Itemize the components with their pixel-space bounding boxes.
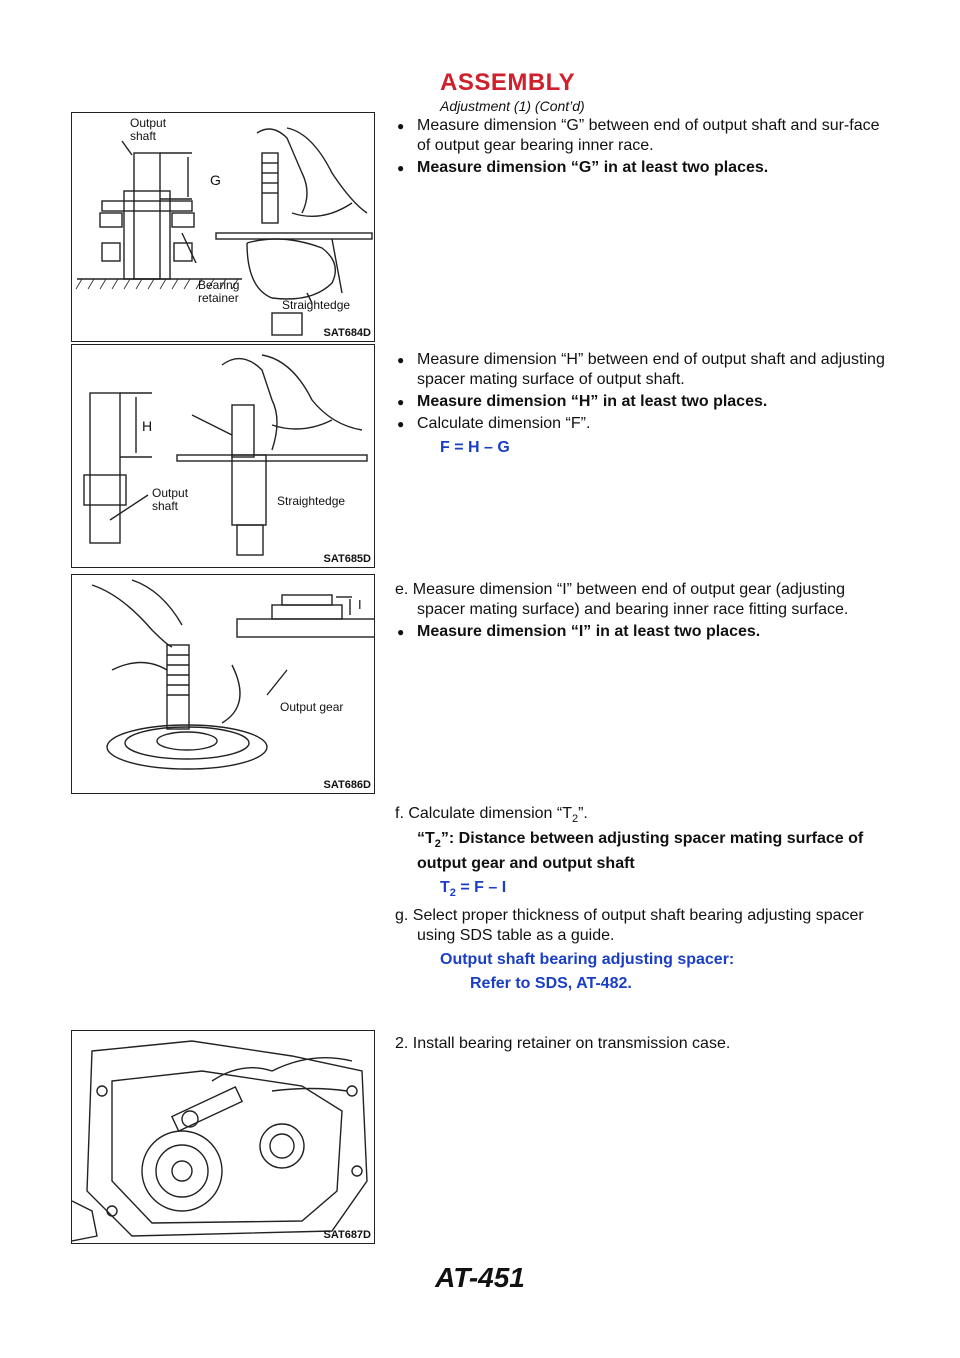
- page-number: AT-451: [435, 1262, 525, 1293]
- section-title: ASSEMBLY: [440, 69, 576, 96]
- figure-code: SAT685D: [323, 553, 371, 565]
- section-calculate-t2: [395, 804, 895, 994]
- page-header: [440, 70, 585, 114]
- label-output: Output: [130, 116, 167, 130]
- bullet-measure-g: ● Measure dimension “G” between end of output shaft and sur-face of output gear bearing inner race.: [395, 116, 895, 156]
- step-2: 2. Install bearing retainer on transmission case.: [395, 1035, 731, 1052]
- section-measure-g: [395, 116, 895, 180]
- bullet-measure-h: ● Measure dimension “H” between end of output shaft and adjusting spacer mating surface of output shaft.: [395, 350, 895, 390]
- figure-code: SAT686D: [323, 779, 371, 791]
- step-g: g. Select proper thickness of output shaft bearing adjusting spacer using SDS table as a guide.: [395, 906, 864, 944]
- bullet-measure-i-two-places: ● Measure dimension “I” in at least two places.: [395, 622, 895, 642]
- step-e: e. Measure dimension “I” between end of output gear (adjusting spacer mating surface) and bearing inner race fitting surface.: [395, 581, 849, 618]
- label-retainer: retainer: [198, 291, 239, 305]
- output-shaft-g-measurement-illustration: [72, 113, 374, 341]
- spec-value: Refer to SDS, AT-482.: [470, 974, 632, 992]
- figure-code: SAT687D: [323, 1229, 371, 1241]
- formula-t2: $T_2 = F - I$: [440, 879, 507, 900]
- section-measure-i: [395, 580, 895, 644]
- bullet-calculate-f: ● Calculate dimension “F”.: [395, 414, 895, 434]
- section-measure-h: [395, 350, 895, 458]
- label-straightedge: Straightedge: [282, 298, 351, 312]
- label-shaft: shaft: [130, 129, 157, 143]
- label-output-gear: Output gear: [280, 700, 344, 714]
- output-gear-i-measurement-illustration: [72, 575, 374, 793]
- label-g: G: [210, 172, 221, 188]
- figure-sat686d: [71, 574, 375, 794]
- label-output: Output: [152, 486, 189, 500]
- label-shaft: shaft: [152, 499, 179, 513]
- transmission-case-illustration: [72, 1031, 374, 1243]
- t2-definition: “$T_2$”: Distance between adjusting spacer mating surface of output gear and output shaft: [417, 830, 864, 873]
- label-i: I: [358, 597, 362, 612]
- figure-sat687d: [71, 1030, 375, 1244]
- formula-f: F = H – G: [440, 439, 510, 456]
- label-h: H: [142, 418, 153, 434]
- output-shaft-h-measurement-illustration: [72, 345, 374, 567]
- spec-label: Output shaft bearing adjusting spacer:: [440, 950, 735, 968]
- bullet-measure-g-two-places: ● Measure dimension “G” in at least two places.: [395, 158, 895, 178]
- label-straightedge: Straightedge: [277, 494, 346, 508]
- bullet-measure-h-two-places: ● Measure dimension “H” in at least two places.: [395, 392, 895, 412]
- label-bearing: Bearing: [198, 278, 240, 292]
- figure-code: SAT684D: [323, 327, 371, 339]
- section-install-retainer: [395, 1034, 895, 1054]
- section-subtitle: Adjustment (1) (Cont’d): [440, 98, 585, 114]
- step-f: f. Calculate dimension “$T_2$”.: [395, 805, 588, 826]
- figure-sat685d: [71, 344, 375, 568]
- figure-sat684d: [71, 112, 375, 342]
